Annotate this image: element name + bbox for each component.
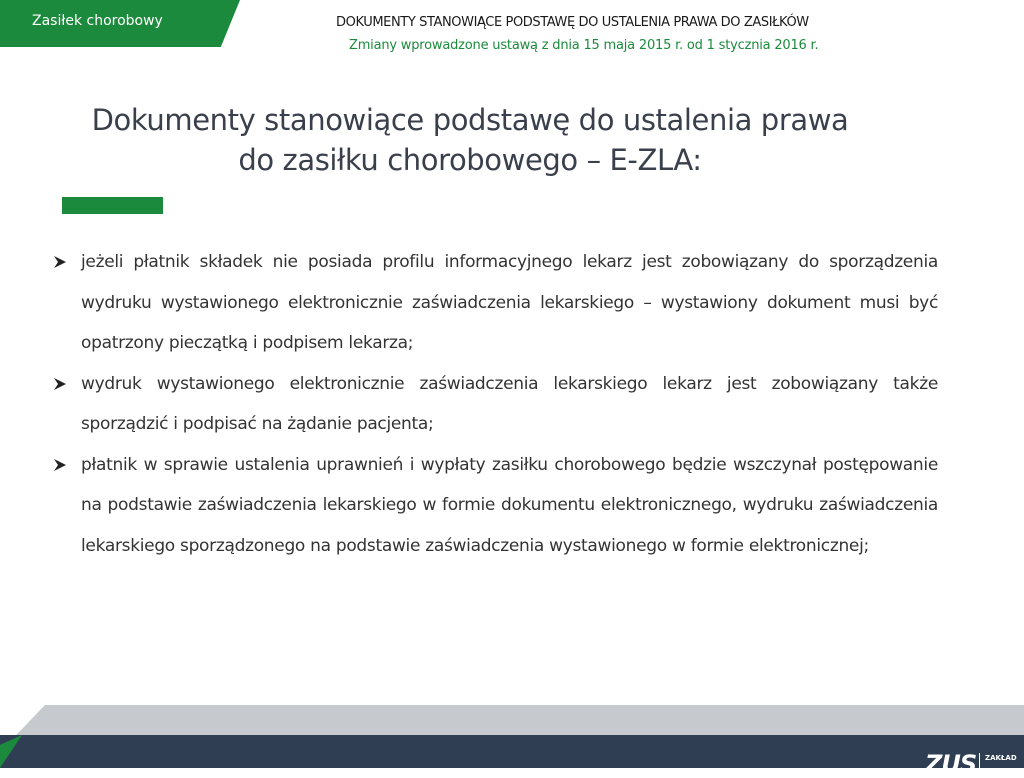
zus-logo: ZUS bbox=[925, 750, 977, 778]
logo-divider bbox=[979, 753, 980, 768]
page-title bbox=[40, 100, 900, 180]
footer-dark-band bbox=[0, 735, 1024, 768]
page-title-line-1: Dokumenty stanowiące podstawę do ustalenia prawa bbox=[91, 103, 849, 137]
header-subtitle: Zmiany wprowadzone ustawą z dnia 15 maja 2015 r. od 1 stycznia 2016 r. bbox=[349, 38, 819, 53]
logo-caption: ZAKŁAD bbox=[985, 754, 1017, 762]
bullet-text: jeżeli płatnik składek nie posiada profilu informacyjnego lekarz jest zobowiązany do sporządzenia wydruku wystawionego elektronicznie zaświadczenia lekarskiego – wystawiony dokument musi być opatrzony pieczątką i podpisem lekarza; bbox=[81, 252, 938, 353]
bullet-list bbox=[52, 242, 938, 566]
bullet-item bbox=[52, 445, 938, 567]
arrowhead-bullet-icon bbox=[52, 254, 68, 270]
header-title: DOKUMENTY STANOWIĄCE PODSTAWĘ DO USTALENIA PRAWA DO ZASIŁKÓW bbox=[336, 15, 809, 30]
title-accent-bar bbox=[62, 197, 163, 214]
bullet-text: płatnik w sprawie ustalenia uprawnień i wypłaty zasiłku chorobowego będzie wszczynał postępowanie na podstawie zaświadczenia lekarskiego w formie dokumentu elektronicznego, wydruku zaświadczenia lekarskiego sporządzonego na podstawie zaświadczenia wystawionego w formie elektronicznej; bbox=[81, 454, 938, 556]
page-title-line-2: do zasiłku chorobowego – E-ZLA: bbox=[238, 143, 702, 177]
bullet-item bbox=[52, 242, 938, 364]
bullet-text: wydruk wystawionego elektronicznie zaświadczenia lekarskiego lekarz jest zobowiązany także sporządzić i podpisać na żądanie pacjenta; bbox=[81, 373, 938, 434]
section-tag: Zasiłek chorobowy bbox=[32, 13, 163, 29]
arrowhead-bullet-icon bbox=[52, 457, 68, 473]
bullet-item bbox=[52, 364, 938, 445]
arrowhead-bullet-icon bbox=[52, 376, 68, 392]
